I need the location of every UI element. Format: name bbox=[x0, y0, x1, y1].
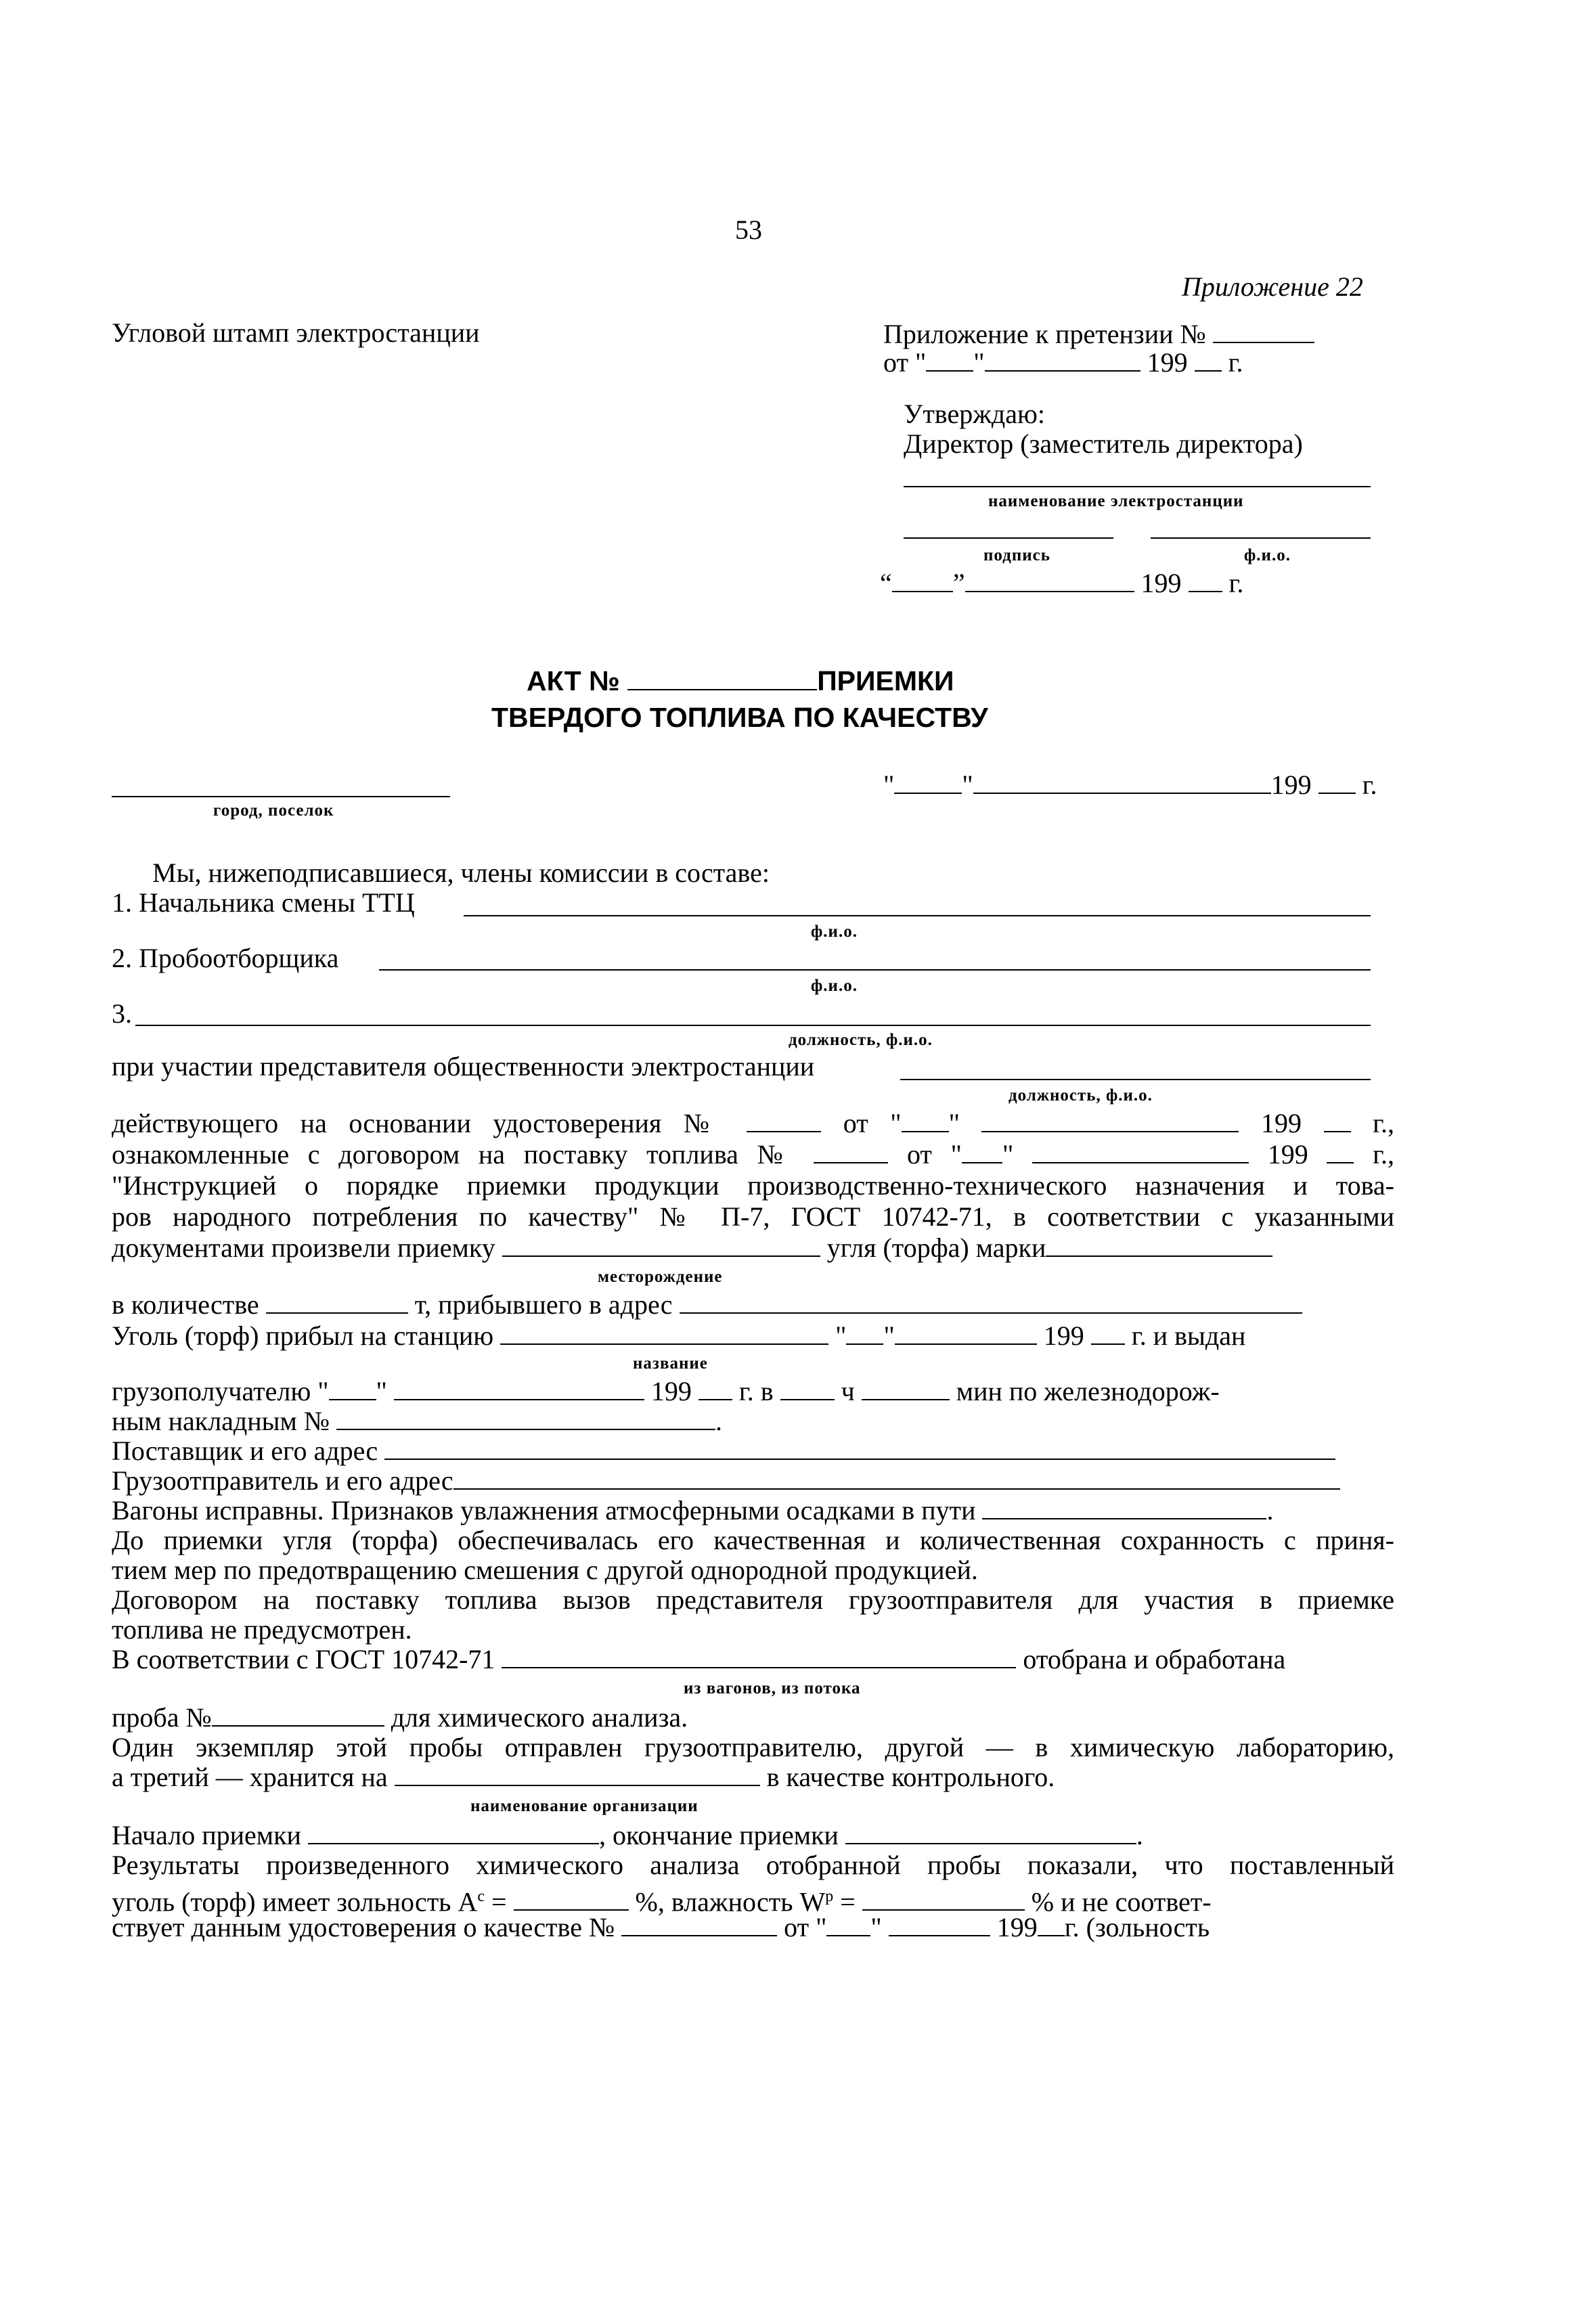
claim-number-field[interactable] bbox=[1213, 319, 1314, 343]
instruction-line2: ров народного потребления по качеству" № П-7, ГОСТ 10742-71, в соответствии с указанными bbox=[112, 1201, 1394, 1232]
act-day-field[interactable] bbox=[894, 770, 962, 794]
arrival-year: 199 bbox=[1043, 1320, 1084, 1351]
waybill-line: ным накладным № . bbox=[112, 1406, 723, 1436]
coal-grade-field[interactable] bbox=[1046, 1232, 1272, 1257]
intro-text: Мы, нижеподписавшиеся, члены комиссии в составе: bbox=[152, 858, 770, 888]
quantity-field[interactable] bbox=[266, 1289, 408, 1314]
contract-quote: " bbox=[1002, 1139, 1014, 1170]
shipper-line bbox=[112, 1465, 1340, 1497]
act-title-line2: ТВЕРДОГО ТОПЛИВА ПО КАЧЕСТВУ bbox=[491, 702, 988, 733]
minutes-label: мин по железнодорож- bbox=[956, 1376, 1220, 1406]
waybill-label: ным накладным № bbox=[112, 1406, 330, 1436]
member3-field[interactable] bbox=[135, 1025, 1371, 1026]
shipper-label: Грузоотправитель и его адрес bbox=[112, 1465, 453, 1496]
address-field[interactable] bbox=[680, 1289, 1302, 1314]
gost-sampled-label: отобрана и обработана bbox=[1023, 1644, 1286, 1674]
claim-month-field[interactable] bbox=[985, 347, 1140, 372]
act-title-line1 bbox=[527, 663, 954, 698]
stamp-label: Угловой штамп электростанции bbox=[112, 317, 480, 348]
contract-line bbox=[112, 1138, 1394, 1171]
consignee-month-field[interactable] bbox=[394, 1376, 644, 1400]
contract-call-line2: топлива не предусмотрен. bbox=[112, 1614, 412, 1645]
arrival-line bbox=[112, 1320, 1245, 1352]
supplier-line bbox=[112, 1435, 1335, 1467]
ash-note-label: г. (зольность bbox=[1064, 1912, 1210, 1942]
member1-caption: ф.и.о. bbox=[811, 922, 858, 941]
sample-source-caption: из вагонов, из потока bbox=[684, 1679, 861, 1697]
address-label: т, прибывшего в адрес bbox=[414, 1289, 673, 1320]
quality-cert-from: от " bbox=[784, 1912, 827, 1942]
act-year-suffix: г. bbox=[1362, 770, 1377, 800]
certificate-year: 199 bbox=[1261, 1108, 1302, 1138]
signature-caption: подпись bbox=[983, 546, 1050, 564]
member3-caption: должность, ф.и.о. bbox=[789, 1031, 933, 1049]
waybill-field[interactable] bbox=[336, 1406, 715, 1430]
instruction-line1: "Инструкцией о порядке приемки продукции производственно-технического назначения и това- bbox=[112, 1170, 1394, 1201]
page-number: 53 bbox=[735, 215, 762, 245]
member2-caption: ф.и.о. bbox=[811, 977, 858, 995]
moisture-superscript: р bbox=[825, 1888, 834, 1905]
contract-number-field[interactable] bbox=[814, 1139, 888, 1163]
plant-caption: наименование электростанции bbox=[988, 492, 1244, 510]
docs-line bbox=[112, 1232, 1272, 1264]
certificate-quote: " bbox=[948, 1108, 960, 1138]
moisture-equals: = bbox=[833, 1886, 856, 1917]
claim-quote: " bbox=[973, 347, 985, 378]
certificate-month-field[interactable] bbox=[981, 1108, 1239, 1132]
ash-superscript: с bbox=[477, 1888, 485, 1905]
director-label: Директор (заместитель директора) bbox=[904, 428, 1303, 459]
fio-field[interactable] bbox=[1151, 537, 1371, 539]
docs-label: документами произвели приемку bbox=[112, 1232, 495, 1263]
act-month-field[interactable] bbox=[973, 770, 1271, 794]
gost-label: В соответствии с ГОСТ 10742-71 bbox=[112, 1644, 495, 1674]
contract-month-field[interactable] bbox=[1032, 1139, 1249, 1163]
sample-purpose-label: для химического анализа. bbox=[391, 1702, 688, 1733]
claim-year-field[interactable] bbox=[1195, 347, 1222, 372]
claim-line bbox=[883, 318, 1314, 351]
before-line2: тием мер по предотвращению смешения с другой однородной продукцией. bbox=[112, 1555, 978, 1585]
claim-day-field[interactable] bbox=[926, 347, 973, 372]
copy-line1: Один экземпляр этой пробы отправлен грузоотправителю, другой — в химическую лабораторию, bbox=[112, 1732, 1394, 1762]
before-line1: До приемки угля (торфа) обеспечивалась его качественная и количественная сохранность с приня- bbox=[112, 1525, 1394, 1555]
certificate-year-field[interactable] bbox=[1324, 1108, 1351, 1132]
moisture-field[interactable] bbox=[862, 1886, 1025, 1911]
copy-line2 bbox=[112, 1761, 1055, 1794]
start-label: Начало приемки bbox=[112, 1820, 301, 1850]
quality-cert-quote: " bbox=[870, 1912, 882, 1942]
approval-month-field[interactable] bbox=[965, 568, 1134, 592]
claim-date-from: от " bbox=[883, 347, 927, 378]
quality-cert-label: ствует данным удостоверения о качестве № bbox=[112, 1912, 615, 1942]
consignee-time-label: г. в bbox=[738, 1376, 774, 1406]
member3-label: 3. bbox=[112, 998, 132, 1029]
contract-label: ознакомленные с договором на поставку топлива № bbox=[112, 1139, 795, 1170]
member2-label: 2. Пробоотборщика bbox=[112, 943, 339, 973]
city-field[interactable] bbox=[112, 796, 450, 797]
mismatch-label: % и не соответ- bbox=[1031, 1886, 1212, 1917]
certificate-day-field[interactable] bbox=[902, 1108, 949, 1132]
consignee-label: грузополучателю " bbox=[112, 1376, 329, 1406]
end-field[interactable] bbox=[845, 1820, 1136, 1844]
approval-day-field[interactable] bbox=[892, 568, 953, 592]
hours-label: ч bbox=[841, 1376, 855, 1406]
act-year: 199 bbox=[1270, 770, 1312, 800]
fio-caption: ф.и.о. bbox=[1244, 546, 1291, 564]
sample-number-field[interactable] bbox=[212, 1702, 384, 1727]
approval-year-field[interactable] bbox=[1189, 568, 1222, 592]
certificate-from: от " bbox=[843, 1108, 902, 1138]
wagons-label: Вагоны исправны. Признаков увлажнения атмосферными осадками в пути bbox=[112, 1495, 976, 1526]
arrival-date-close: " bbox=[883, 1320, 895, 1351]
approve-label: Утверждаю: bbox=[904, 399, 1045, 429]
arrival-issued-label: г. и выдан bbox=[1131, 1320, 1246, 1351]
contract-year-suffix: г., bbox=[1373, 1139, 1395, 1170]
act-title-number-label: АКТ № bbox=[527, 665, 620, 696]
approval-date-line bbox=[880, 567, 1243, 600]
arrival-month-field[interactable] bbox=[895, 1320, 1037, 1345]
arrival-day-field[interactable] bbox=[846, 1320, 883, 1345]
certificate-year-suffix: г., bbox=[1373, 1108, 1395, 1138]
public-rep-caption: должность, ф.и.о. bbox=[1008, 1086, 1153, 1105]
quantity-label: в количестве bbox=[112, 1289, 259, 1320]
quality-cert-year: 199 bbox=[996, 1912, 1038, 1942]
member1-label: 1. Начальника смены ТТЦ bbox=[112, 887, 415, 918]
plant-name-field[interactable] bbox=[904, 486, 1371, 487]
quantity-line bbox=[112, 1289, 1302, 1321]
sample-label: проба № bbox=[112, 1702, 212, 1733]
public-rep-label: при участии представителя общественности электростанции bbox=[112, 1051, 815, 1082]
claim-date-line bbox=[883, 347, 1243, 379]
approval-date-open: “ bbox=[880, 568, 892, 598]
act-date-open: " bbox=[883, 770, 895, 800]
quality-cert-number-field[interactable] bbox=[621, 1912, 777, 1936]
approval-year-suffix: г. bbox=[1228, 568, 1244, 598]
quality-cert-month-field[interactable] bbox=[889, 1912, 990, 1936]
act-date-close: " bbox=[962, 770, 973, 800]
ash-equals: = bbox=[484, 1886, 507, 1917]
quality-cert-year-field[interactable] bbox=[1038, 1912, 1065, 1936]
supplier-label: Поставщик и его адрес bbox=[112, 1436, 378, 1466]
contract-year-field[interactable] bbox=[1327, 1139, 1354, 1163]
certificate-number-field[interactable] bbox=[747, 1108, 821, 1132]
consignee-year: 199 bbox=[650, 1376, 692, 1406]
claim-label: Приложение к претензии № bbox=[883, 319, 1206, 349]
claim-year: 199 bbox=[1147, 347, 1188, 378]
city-caption: город, поселок bbox=[213, 801, 334, 820]
contract-from: от " bbox=[906, 1139, 962, 1170]
contract-year: 199 bbox=[1267, 1139, 1308, 1170]
station-caption: название bbox=[633, 1354, 708, 1373]
certificate-line bbox=[112, 1107, 1394, 1140]
approval-date-close: ” bbox=[952, 568, 965, 598]
quality-cert-day-field[interactable] bbox=[826, 1912, 870, 1936]
moisture-label: %, влажность W bbox=[635, 1886, 826, 1917]
wagons-field[interactable] bbox=[982, 1495, 1266, 1519]
ash-field[interactable] bbox=[514, 1886, 629, 1911]
consignee-day-field[interactable] bbox=[329, 1376, 376, 1400]
act-date-line bbox=[883, 769, 1377, 801]
arrival-label: Уголь (торф) прибыл на станцию bbox=[112, 1320, 494, 1351]
consignee-line bbox=[112, 1375, 1220, 1408]
sample-line bbox=[112, 1702, 688, 1734]
consignee-year-field[interactable] bbox=[699, 1376, 732, 1400]
member2-field[interactable] bbox=[379, 969, 1371, 971]
member1-field[interactable] bbox=[464, 915, 1371, 916]
signature-field[interactable] bbox=[904, 537, 1113, 539]
public-rep-field[interactable] bbox=[900, 1079, 1371, 1080]
shipper-field[interactable] bbox=[453, 1465, 1340, 1490]
organization-caption: наименование организации bbox=[470, 1797, 699, 1815]
gost-line bbox=[112, 1643, 1285, 1676]
sample-source-field[interactable] bbox=[502, 1644, 1016, 1668]
hours-field[interactable] bbox=[780, 1376, 835, 1400]
results-line3 bbox=[112, 1911, 1210, 1944]
appendix-label: Приложение 22 bbox=[1182, 271, 1363, 302]
arrival-date-open: " bbox=[835, 1320, 847, 1351]
arrival-year-field[interactable] bbox=[1091, 1320, 1125, 1345]
end-label: , окончание приемки bbox=[598, 1820, 839, 1850]
minutes-field[interactable] bbox=[862, 1376, 950, 1400]
organization-field[interactable] bbox=[395, 1762, 760, 1786]
copy-storage-label: а третий — хранится на bbox=[112, 1762, 388, 1792]
act-year-field[interactable] bbox=[1318, 770, 1356, 794]
deposit-field[interactable] bbox=[502, 1232, 820, 1257]
approval-year: 199 bbox=[1140, 568, 1182, 598]
results-line1: Результаты произведенного химического анализа отобранной пробы показали, что поставленный bbox=[112, 1850, 1394, 1880]
station-field[interactable] bbox=[500, 1320, 828, 1345]
contract-day-field[interactable] bbox=[962, 1139, 1002, 1163]
acceptance-time-line: Начало приемки , окончание приемки . bbox=[112, 1820, 1143, 1850]
start-field[interactable] bbox=[308, 1820, 599, 1844]
coal-grade-label: угля (торфа) марки bbox=[826, 1232, 1046, 1263]
supplier-field[interactable] bbox=[384, 1436, 1335, 1460]
ash-label: уголь (торф) имеет зольность А bbox=[112, 1886, 478, 1917]
certificate-label: действующего на основании удостоверения № bbox=[112, 1108, 725, 1138]
act-title-acceptance: ПРИЕМКИ bbox=[817, 665, 954, 696]
deposit-caption: месторождение bbox=[598, 1268, 723, 1286]
contract-call-line1: Договором на поставку топлива вызов представителя грузоотправителя для участия в приемке bbox=[112, 1584, 1394, 1615]
act-number-field[interactable] bbox=[627, 665, 817, 690]
claim-year-suffix: г. bbox=[1228, 347, 1243, 378]
consignee-quote: " bbox=[376, 1376, 387, 1406]
wagons-line: Вагоны исправны. Признаков увлажнения атмосферными осадками в пути . bbox=[112, 1495, 1274, 1526]
copy-control-label: в качестве контрольного. bbox=[766, 1762, 1055, 1792]
